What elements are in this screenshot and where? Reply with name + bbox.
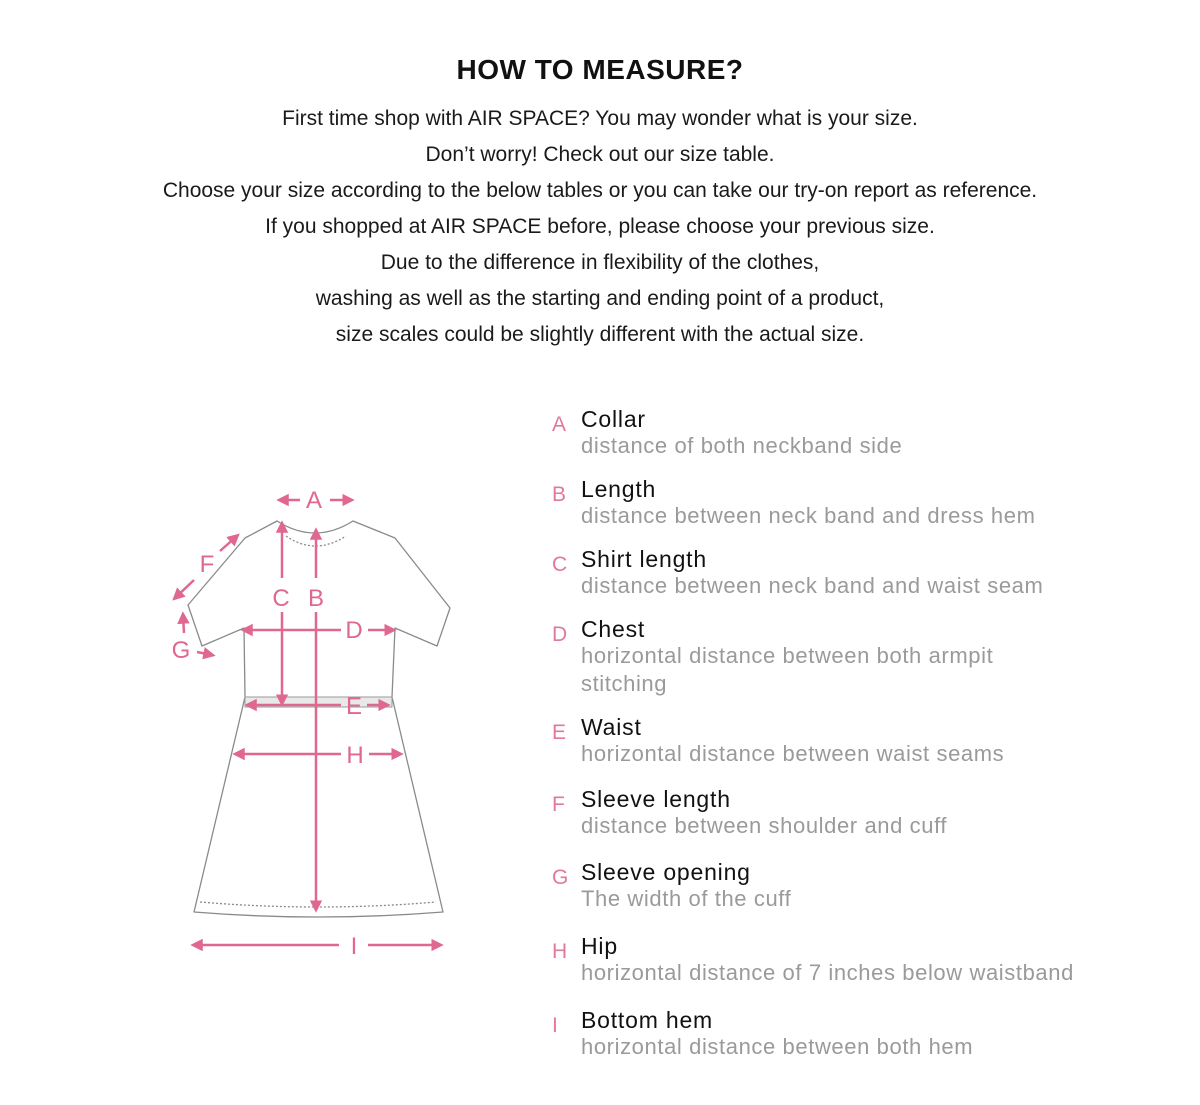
diagram-label-d: D xyxy=(345,617,363,644)
legend-name: Hip xyxy=(581,933,618,959)
arrow-g-top xyxy=(183,615,184,633)
legend-name: Waist xyxy=(581,714,642,740)
legend-description: The width of the cuff xyxy=(581,886,792,911)
legend-letter: F xyxy=(552,793,565,816)
diagram-label-b: B xyxy=(307,585,325,612)
arrow-f xyxy=(175,580,194,598)
legend-letter: G xyxy=(552,866,569,889)
legend-name: Sleeve length xyxy=(581,786,731,812)
intro-line: If you shopped at AIR SPACE before, please choose your previous size. xyxy=(265,215,935,238)
diagram-label-f: F xyxy=(199,551,215,578)
legend-description: distance of both neckband side xyxy=(581,433,903,458)
arrow-f-top xyxy=(220,536,237,551)
intro-line: size scales could be slightly different with the actual size. xyxy=(335,323,865,346)
dress-diagram xyxy=(160,475,460,965)
intro-line: Choose your size according to the below tables or you can take our try-on report as reference. xyxy=(162,179,1038,202)
legend-description: distance between neck band and waist seam xyxy=(581,573,1044,598)
measurement-arrows xyxy=(175,500,440,945)
legend-letter: C xyxy=(552,553,568,576)
page-title: HOW TO MEASURE? xyxy=(456,54,744,85)
diagram-label-a: A xyxy=(305,487,323,514)
legend-name: Collar xyxy=(581,406,646,432)
legend-letter: H xyxy=(552,940,568,963)
diagram-label-e: E xyxy=(345,693,363,720)
legend-name: Length xyxy=(581,476,657,502)
legend-name: Bottom hem xyxy=(581,1007,713,1033)
legend-letter: E xyxy=(552,721,567,744)
legend-description: distance between shoulder and cuff xyxy=(581,813,948,838)
diagram-label-g: G xyxy=(171,637,191,664)
legend-letter: B xyxy=(552,483,567,506)
legend-description: horizontal distance between waist seams xyxy=(581,741,1005,766)
legend-name: Sleeve opening xyxy=(581,859,751,885)
diagram-label-c: C xyxy=(272,585,290,612)
arrow-g-right xyxy=(197,652,212,655)
diagram-label-i: I xyxy=(350,933,358,960)
intro-line: First time shop with AIR SPACE? You may wonder what is your size. xyxy=(282,107,918,130)
intro-line: washing as well as the starting and ending point of a product, xyxy=(315,287,885,310)
legend-name: Chest xyxy=(581,616,646,642)
legend-description: horizontal distance between both armpit stitching xyxy=(581,643,994,696)
intro-line: Due to the difference in flexibility of the clothes, xyxy=(380,251,820,274)
diagram-labels xyxy=(172,487,364,960)
legend-letter: D xyxy=(552,623,568,646)
legend-description: horizontal distance of 7 inches below waistband xyxy=(581,960,1074,985)
dress-outline xyxy=(188,521,450,917)
legend-description: distance between neck band and dress hem xyxy=(581,503,1036,528)
legend-letter: A xyxy=(552,413,567,436)
intro-line: Don’t worry! Check out our size table. xyxy=(425,143,775,166)
intro-text xyxy=(0,101,1200,353)
diagram-label-h: H xyxy=(346,742,364,769)
legend-letter: I xyxy=(552,1014,558,1037)
legend-name: Shirt length xyxy=(581,546,707,572)
legend-description: horizontal distance between both hem xyxy=(581,1034,974,1059)
